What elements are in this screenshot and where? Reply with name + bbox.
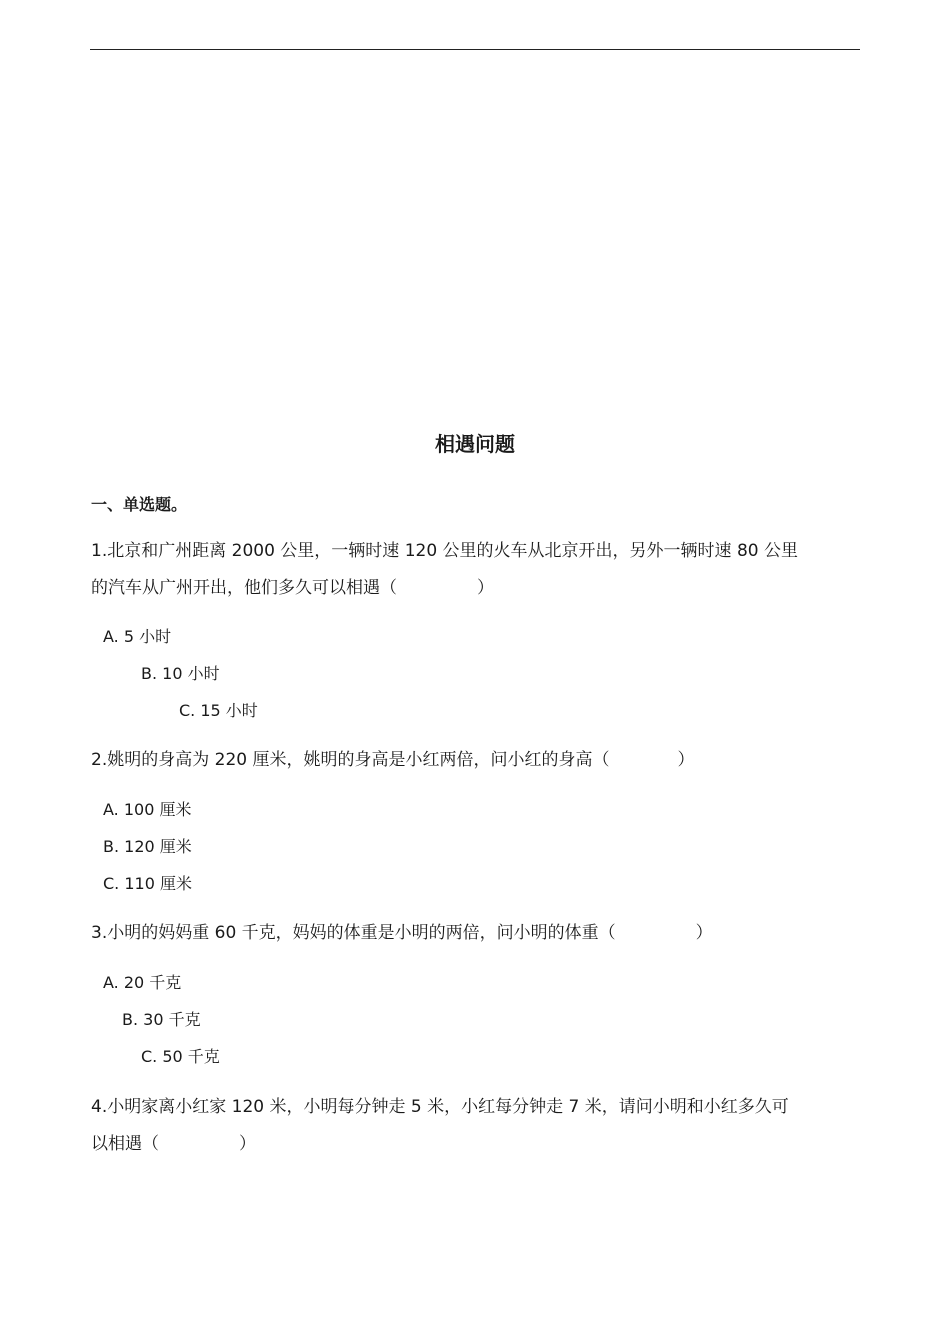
answer-paren-close: ）: [695, 923, 713, 943]
answer-paren-close: ）: [477, 578, 494, 598]
option-2c[interactable]: C. 110 厘米: [103, 874, 192, 893]
option-2b[interactable]: B. 120 厘米: [103, 837, 192, 856]
option-1a[interactable]: A. 5 小时: [103, 627, 172, 646]
question-2-text: 2.姚明的身高为 220 厘米，姚明的身高是小红两倍，问小红的身高（: [91, 750, 610, 770]
question-3-line-1: [91, 923, 713, 943]
option-1c[interactable]: C. 15 小时: [179, 701, 258, 720]
question-3-text: 3.小明的妈妈重 60 千克，妈妈的体重是小明的两倍，问小明的体重（: [91, 923, 616, 943]
header-rule: [90, 49, 860, 50]
answer-paren-close: ）: [239, 1134, 256, 1154]
question-4-text: 以相遇（: [91, 1134, 159, 1154]
option-3c[interactable]: C. 50 千克: [141, 1047, 220, 1066]
question-4-line-1: 4.小明家离小红家 120 米，小明每分钟走 5 米，小红每分钟走 7 米，请问小明和小红多久可: [91, 1097, 789, 1117]
option-3b[interactable]: B. 30 千克: [122, 1010, 201, 1029]
question-2-line-1: [91, 750, 694, 770]
section-heading: 一、单选题。: [91, 495, 188, 514]
option-3a[interactable]: A. 20 千克: [103, 973, 182, 992]
question-4-line-2: [91, 1134, 256, 1154]
question-1-text: 的汽车从广州开出，他们多久可以相遇（: [91, 578, 397, 598]
option-1b[interactable]: B. 10 小时: [141, 664, 220, 683]
answer-paren-close: ）: [677, 750, 695, 770]
option-2a[interactable]: A. 100 厘米: [103, 800, 192, 819]
question-1-line-1: 1.北京和广州距离 2000 公里，一辆时速 120 公里的火车从北京开出，另外一辆时速 80 公里: [91, 541, 798, 561]
question-1-line-2: [91, 578, 494, 598]
page-title: 相遇问题: [435, 432, 515, 456]
